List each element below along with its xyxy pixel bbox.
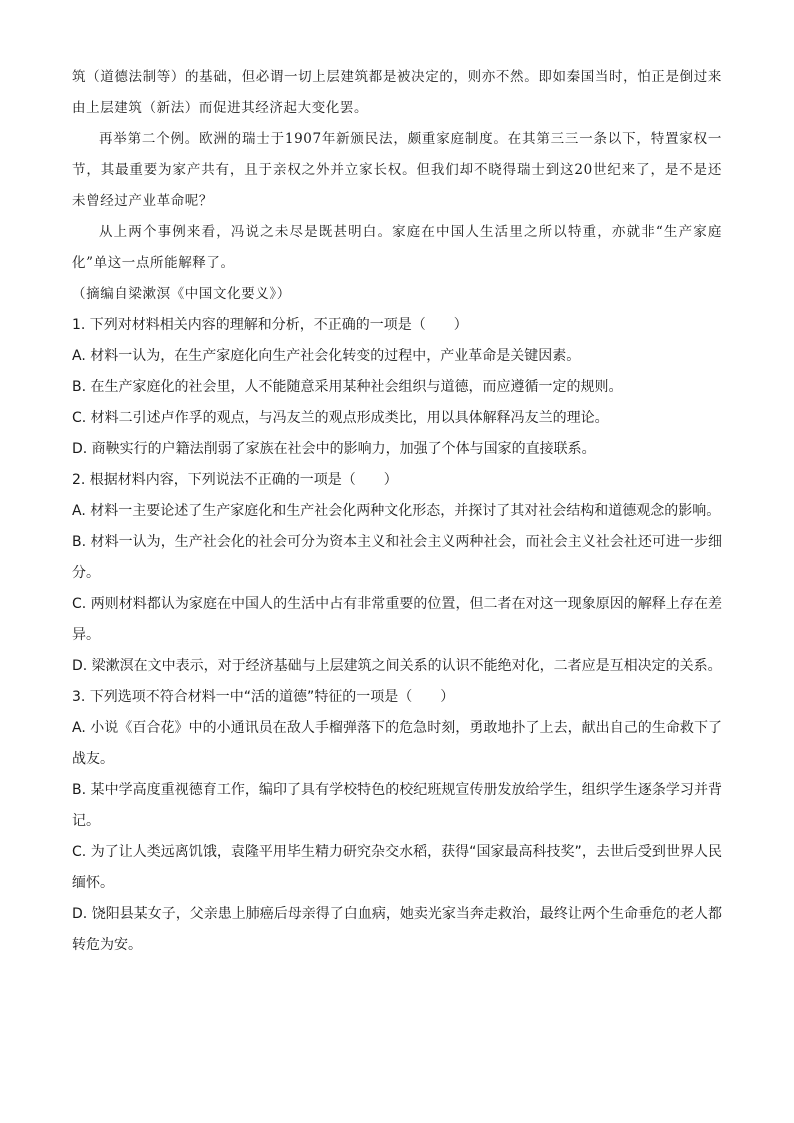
question-list: [72, 310, 722, 961]
question-2: [72, 465, 722, 682]
question-stem: 3. 下列选项不符合材料一中“活的道德”特征的一项是（ ）: [72, 689, 455, 705]
question-option: B. 材料一认为，生产社会化的社会可分为资本主义和社会主义两种社会，而社会主义社会社还可进一步细分。: [72, 534, 722, 581]
question-option: D. 梁漱溟在文中表示，对于经济基础与上层建筑之间关系的认识不能绝对化，二者应是互相决定的关系。: [72, 658, 722, 674]
passage-paragraph: 再举第二个例。欧洲的瑞士于1907年新颁民法，颇重家庭制度。在其第三三一条以下，特置家权一节，其最重要为家产共有，且于亲权之外并立家长权。但我们却不晓得瑞士到这20世纪来了，是不是还未曾经过产业革命呢？: [72, 131, 722, 209]
question-option: C. 两则材料都认为家庭在中国人的生活中占有非常重要的位置，但二者在对这一现象原因的解释上存在差异。: [72, 596, 722, 643]
question-option: C. 材料二引述卢作孚的观点，与冯友兰的观点形成类比，用以具体解释冯友兰的理论。: [72, 410, 609, 426]
question-stem: 2. 根据材料内容，下列说法不正确的一项是（ ）: [72, 472, 398, 488]
question-option: B. 某中学高度重视德育工作，编印了具有学校特色的校纪班规宣传册发放给学生，组织学生逐条学习并背记。: [72, 782, 722, 829]
question-option: A. 小说《百合花》中的小通讯员在敌人手榴弹落下的危急时刻，勇敢地扑了上去，献出自己的生命救下了战友。: [72, 720, 722, 767]
question-1: [72, 310, 722, 465]
question-stem: 1. 下列对材料相关内容的理解和分析，不正确的一项是（ ）: [72, 317, 468, 333]
question-option: D. 饶阳县某女子，父亲患上肺癌后母亲得了白血病，她卖光家当奔走救治，最终让两个生命垂危的老人都转危为安。: [72, 906, 722, 953]
question-3: [72, 682, 722, 961]
document-page: [72, 62, 722, 961]
reading-passage: [72, 62, 722, 310]
question-option: B. 在生产家庭化的社会里，人不能随意采用某种社会组织与道德，而应遵循一定的规则。: [72, 379, 623, 395]
question-option: C. 为了让人类远离饥饿，袁隆平用毕生精力研究杂交水稻，获得“国家最高科技奖”，去世后受到世界人民缅怀。: [72, 844, 722, 891]
passage-paragraph: 从上两个事例来看，冯说之未尽是既甚明白。家庭在中国人生活里之所以特重，亦就非“生产家庭化”单这一点所能解释了。: [72, 224, 722, 271]
question-option: D. 商鞅实行的户籍法削弱了家族在社会中的影响力，加强了个体与国家的直接联系。: [72, 441, 596, 457]
passage-paragraph: 筑（道德法制等）的基础，但必谓一切上层建筑都是被决定的，则亦不然。即如秦国当时，怕正是倒过来由上层建筑（新法）而促进其经济起大变化罢。: [72, 69, 722, 116]
question-option: A. 材料一主要论述了生产家庭化和生产社会化两种文化形态，并探讨了其对社会结构和道德观念的影响。: [72, 503, 721, 519]
passage-source: （摘编自梁漱溟《中国文化要义》）: [72, 286, 291, 302]
question-option: A. 材料一认为，在生产家庭化向生产社会化转变的过程中，产业革命是关键因素。: [72, 348, 581, 364]
